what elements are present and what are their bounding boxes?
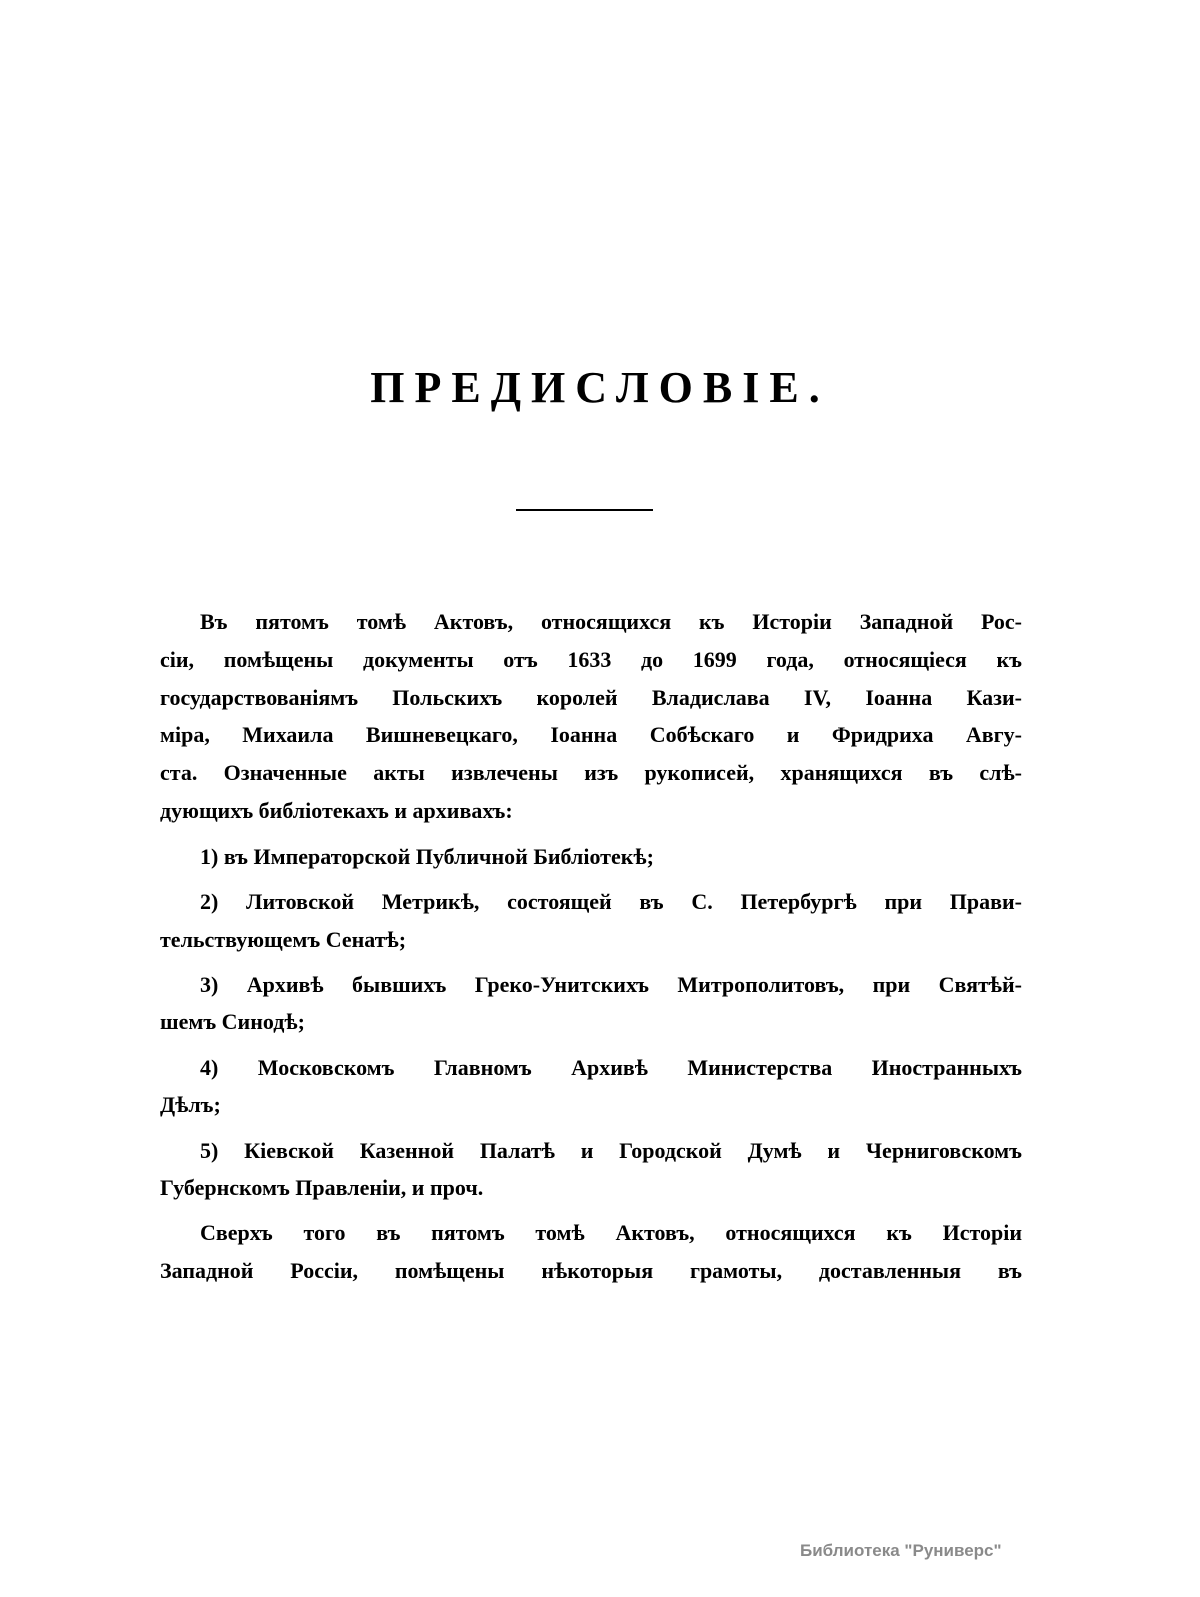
list-item: 2) Литовской Метрикѣ, состоящей въ С. Петербургѣ при Прави-: [200, 889, 1022, 914]
text-line: Дѣлъ;: [160, 1092, 221, 1117]
text-line: Западной Россіи, помѣщены нѣкоторыя грамоты, доставленныя въ: [160, 1258, 1022, 1283]
text-line: дующихъ библіотекахъ и архивахъ:: [160, 798, 513, 823]
list-item: 4) Московскомъ Главномъ Архивѣ Министерства Иностранныхъ: [200, 1055, 1022, 1080]
text-line: ста. Означенные акты извлечены изъ рукописей, хранящихся въ слѣ-: [160, 760, 1022, 785]
library-watermark: Библиотека "Руниверс": [800, 1541, 1002, 1560]
text-line: міра, Михаила Вишневецкаго, Іоанна Собѣскаго и Фридриха Авгу-: [160, 722, 1022, 747]
list-item: 5) Кіевской Казенной Палатѣ и Городской Думѣ и Черниговскомъ: [200, 1138, 1022, 1163]
page-title: ПРЕДИСЛОВІЕ.: [370, 363, 830, 412]
text-line: сіи, помѣщены документы отъ 1633 до 1699 года, относящіеся къ: [160, 647, 1022, 672]
text-line: Губернскомъ Правленіи, и проч.: [160, 1175, 484, 1200]
text-line: Въ пятомъ томѣ Актовъ, относящихся къ Исторіи Западной Рос-: [200, 609, 1022, 634]
list-item: 3) Архивѣ бывшихъ Греко-Унитскихъ Митрополитовъ, при Святѣй-: [200, 972, 1022, 997]
text-line: Сверхъ того въ пятомъ томѣ Актовъ, относящихся къ Исторіи: [200, 1220, 1022, 1245]
text-line: тельствующемъ Сенатѣ;: [160, 927, 407, 952]
title-divider: [516, 509, 653, 511]
list-item: 1) въ Императорской Публичной Библіотекѣ;: [200, 844, 654, 869]
text-line: государствованіямъ Польскихъ королей Владислава IV, Іоанна Кази-: [160, 685, 1022, 710]
text-line: шемъ Синодѣ;: [160, 1009, 305, 1034]
